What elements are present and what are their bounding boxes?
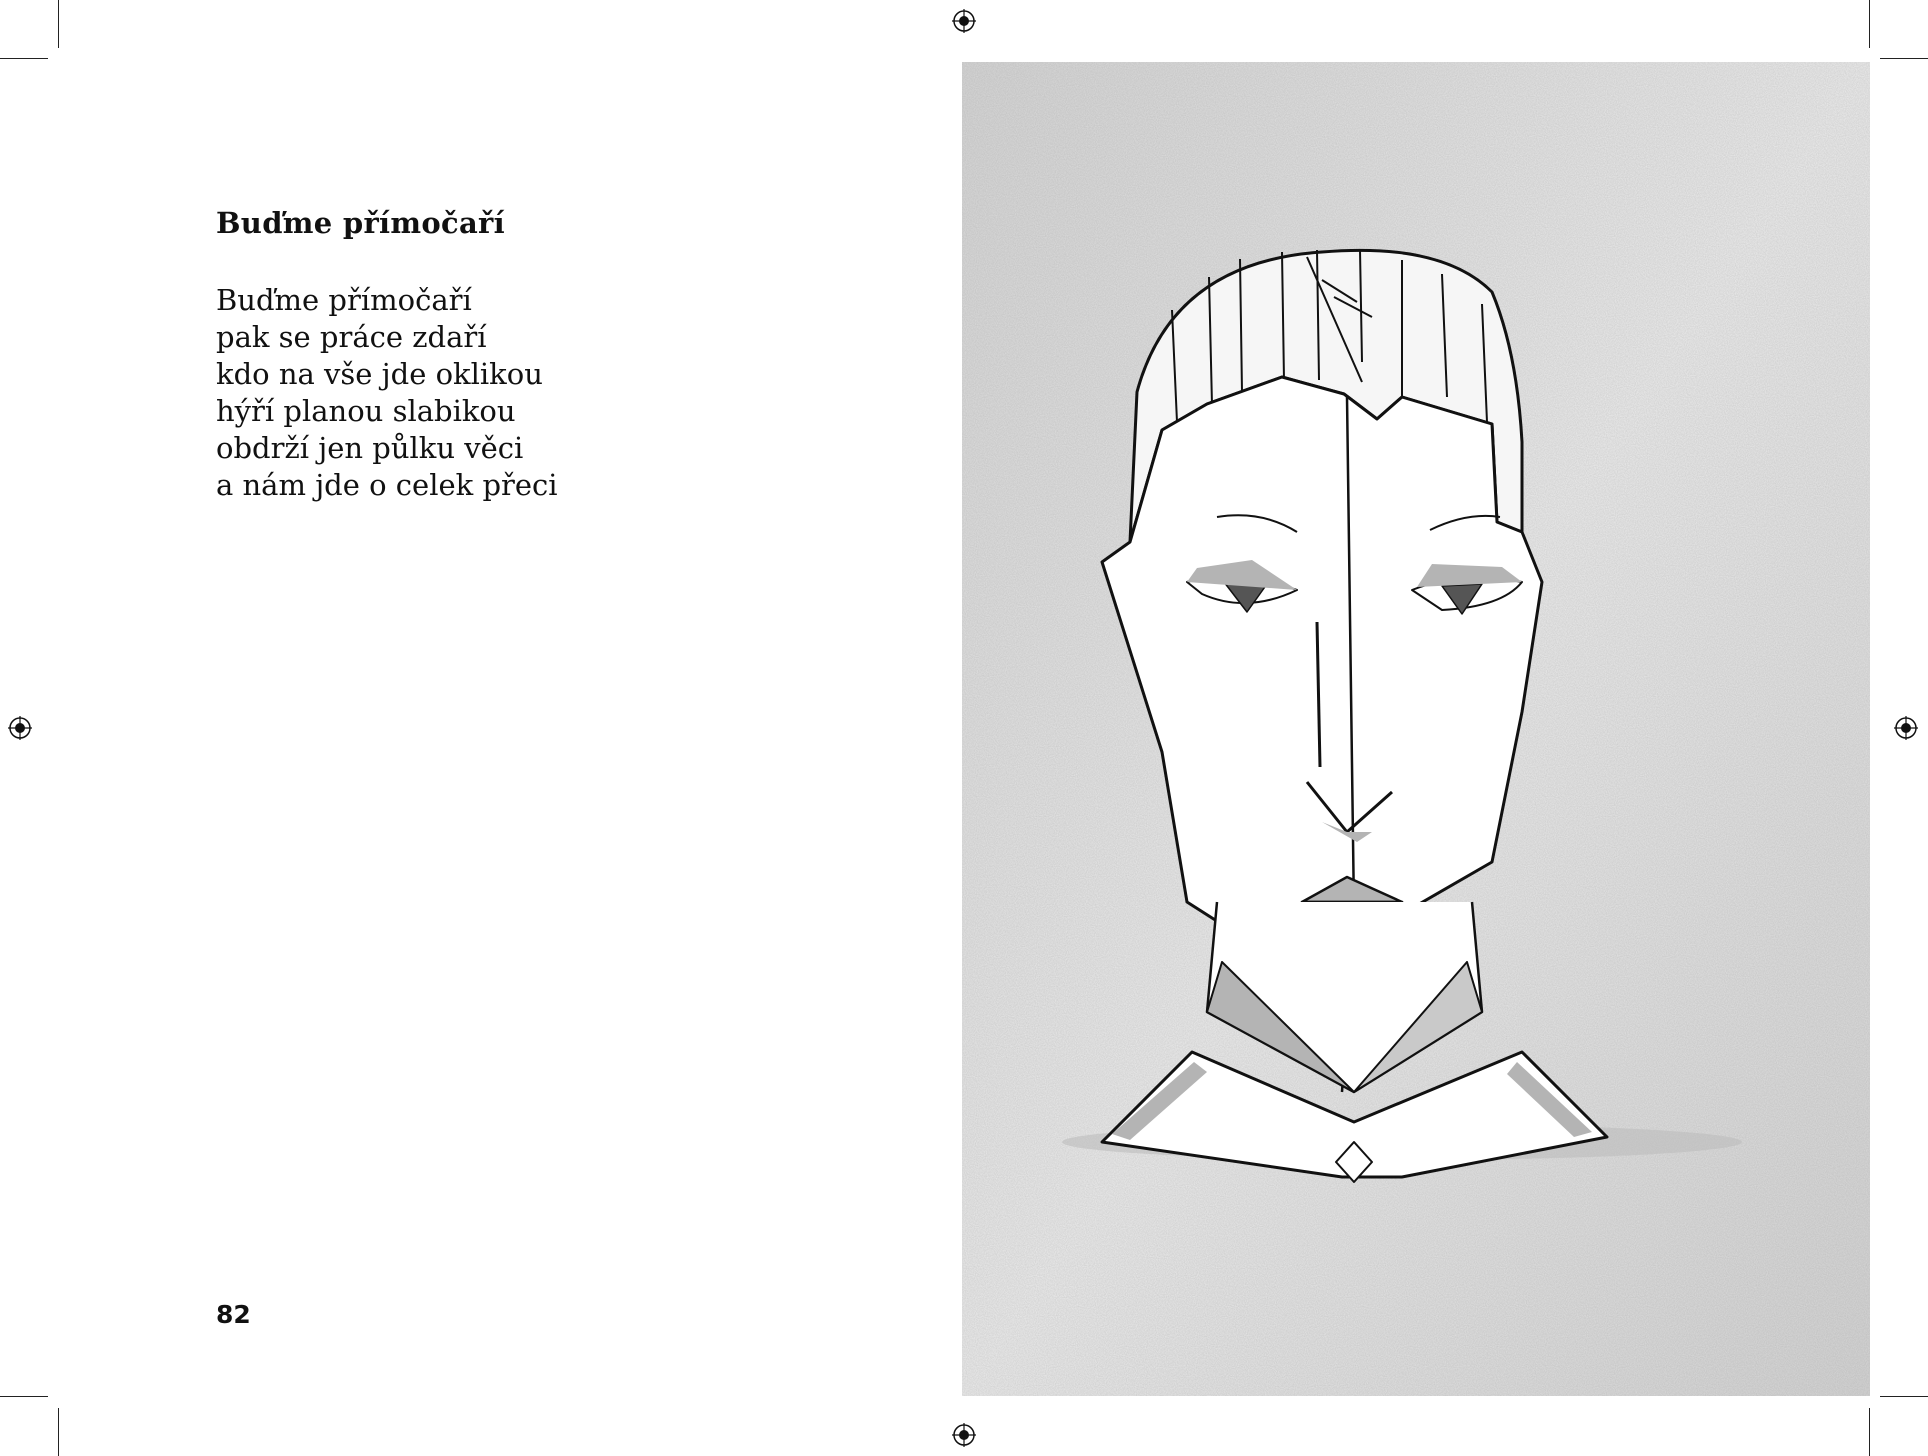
verse-line: pak se práce zdaří: [216, 320, 487, 354]
registration-mark-icon: [1894, 716, 1918, 740]
verse-line: obdrží jen půlku věci: [216, 431, 524, 465]
crop-mark: [1869, 0, 1870, 48]
poem-title: Buďme přímočaří: [216, 206, 505, 240]
page-number: 82: [216, 1300, 251, 1329]
poem-verse: [216, 282, 558, 504]
verse-line: hýří planou slabikou: [216, 394, 516, 428]
registration-mark-icon: [8, 716, 32, 740]
crop-mark: [1869, 1408, 1870, 1456]
registration-mark-icon: [952, 1423, 976, 1447]
verse-line: kdo na vše jde oklikou: [216, 357, 543, 391]
crop-mark: [58, 0, 59, 48]
crop-mark: [1880, 1396, 1928, 1397]
crop-mark: [58, 1408, 59, 1456]
crop-mark: [1880, 58, 1928, 59]
verse-line: a nám jde o celek přeci: [216, 468, 558, 502]
crop-mark: [0, 58, 48, 59]
illustration: [962, 62, 1870, 1396]
crop-mark: [0, 1396, 48, 1397]
cubist-head-drawing: [962, 62, 1870, 1396]
registration-mark-icon: [952, 9, 976, 33]
verse-line: Buďme přímočaří: [216, 283, 472, 317]
